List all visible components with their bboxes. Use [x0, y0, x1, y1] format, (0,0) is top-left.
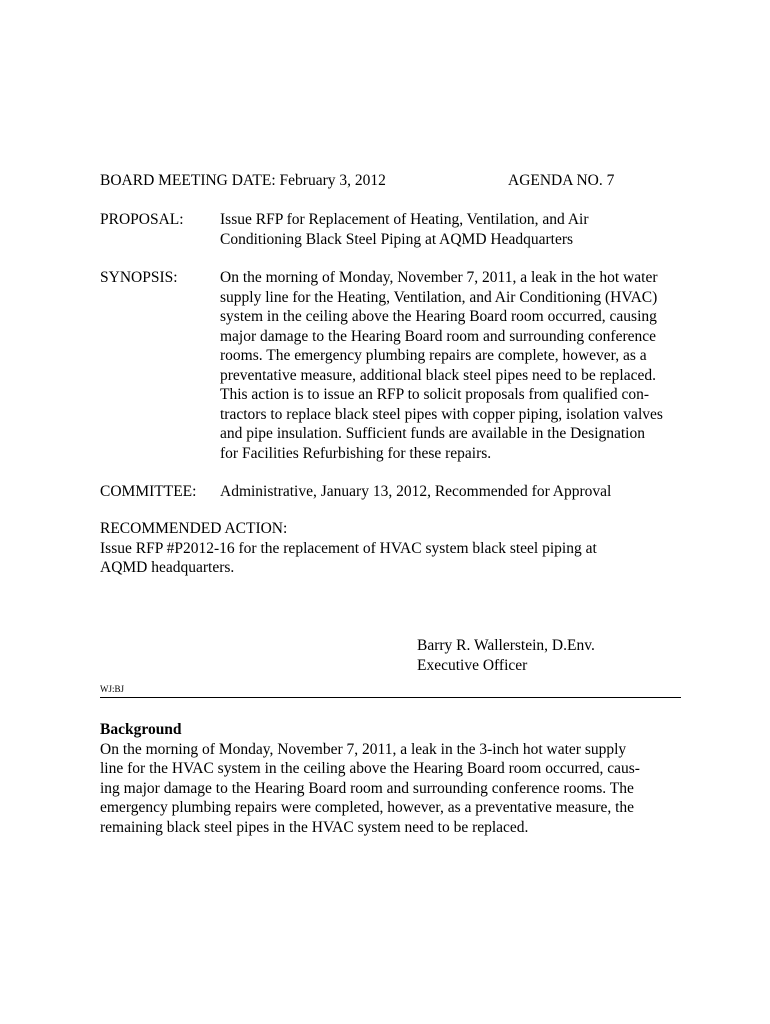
agenda-number: AGENDA NO. 7 — [508, 172, 615, 189]
background-line: line for the HVAC system in the ceiling above the Hearing Board room occurred, caus- — [100, 760, 640, 777]
signatory-name: Barry R. Wallerstein, D.Env. — [417, 637, 595, 654]
typist-initials: WJ:BJ — [100, 684, 125, 694]
synopsis-line: This action is to issue an RFP to solicit proposals from qualified con- — [220, 386, 650, 403]
background-section — [100, 720, 690, 837]
committee-text — [220, 482, 690, 502]
recommended-action — [100, 519, 690, 578]
background-line: remaining black steel pipes in the HVAC system need to be replaced. — [100, 818, 529, 836]
synopsis-text — [220, 268, 690, 463]
background-heading: Background — [100, 721, 182, 738]
recommended-action-line: AQMD headquarters. — [100, 559, 235, 576]
synopsis-line: rooms. The emergency plumbing repairs are complete, however, as a — [220, 347, 647, 364]
proposal-line: Issue RFP for Replacement of Heating, Ventilation, and Air — [220, 211, 589, 228]
signature-block — [417, 636, 595, 675]
background-line: ing major damage to the Hearing Board room and surrounding conference rooms. The — [100, 779, 634, 797]
meeting-date: BOARD MEETING DATE: February 3, 2012 — [100, 172, 386, 189]
synopsis-line: system in the ceiling above the Hearing Board room occurred, causing — [220, 308, 657, 325]
background-line: On the morning of Monday, November 7, 2011, a leak in the 3-inch hot water supply — [100, 740, 627, 758]
committee-line: Administrative, January 13, 2012, Recommended for Approval — [220, 483, 612, 500]
synopsis-line: tractors to replace black steel pipes with copper piping, isolation valves — [220, 405, 663, 423]
synopsis-line: preventative measure, additional black steel pipes need to be replaced. — [220, 366, 656, 384]
recommended-action-heading: RECOMMENDED ACTION: — [100, 520, 288, 537]
synopsis-line: major damage to the Hearing Board room and surrounding conference — [220, 327, 656, 345]
synopsis-line: for Facilities Refurbishing for these repairs. — [220, 444, 492, 462]
synopsis-line: supply line for the Heating, Ventilation, and Air Conditioning (HVAC) — [220, 288, 658, 306]
proposal-label: PROPOSAL: — [100, 211, 184, 228]
committee-label: COMMITTEE: — [100, 483, 197, 500]
proposal-line: Conditioning Black Steel Piping at AQMD Headquarters — [220, 230, 574, 248]
synopsis-line: On the morning of Monday, November 7, 2011, a leak in the hot water — [220, 269, 658, 286]
synopsis-line: and pipe insulation. Sufficient funds are available in the Designation — [220, 425, 645, 442]
recommended-action-line: Issue RFP #P2012-16 for the replacement of HVAC system black steel piping at — [100, 539, 597, 557]
signatory-title: Executive Officer — [417, 656, 528, 674]
proposal-text — [220, 210, 690, 249]
background-line: emergency plumbing repairs were completed, however, as a preventative measure, the — [100, 799, 635, 816]
horizontal-rule — [100, 697, 681, 698]
synopsis-label: SYNOPSIS: — [100, 269, 178, 286]
